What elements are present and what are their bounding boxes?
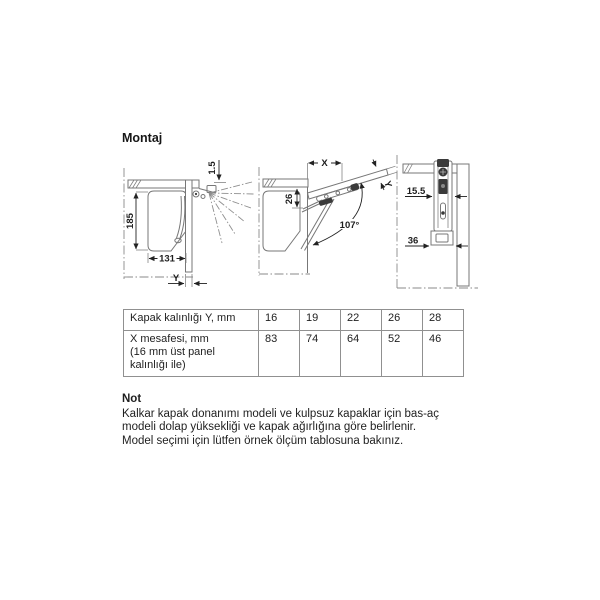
rail-top-cap: [437, 159, 449, 167]
table-cell-value: 74: [300, 331, 341, 377]
table-cell-value: 83: [259, 331, 300, 377]
note-section: [122, 393, 482, 448]
dim-label-angle: 107°: [339, 220, 360, 231]
table-cell-value: 28: [423, 310, 464, 331]
dim-label-height: 185: [125, 213, 136, 229]
dim-label-plate: 36: [407, 235, 419, 247]
note-line: Kalkar kapak donanımı modeli ve kulpsuz kapaklar için bas-aç: [122, 407, 440, 420]
table-cell-value: 16: [259, 310, 300, 331]
table-cell-value: 22: [341, 310, 382, 331]
diagram-side-view-open: [259, 158, 397, 276]
fitting-rail: [431, 159, 453, 245]
dim-label-rail: 15.5: [406, 186, 426, 197]
table-row: [124, 310, 464, 331]
note-line: modeli dolap yüksekliği ve kapak ağırlığına göre belirlenir.: [122, 421, 417, 433]
note-heading: Not: [122, 393, 142, 405]
row-label-line: Kapak kalınlığı Y, mm: [130, 312, 236, 324]
cabinet-side-panel: [457, 164, 469, 286]
table-cell-value: 26: [382, 310, 423, 331]
dim-label-door-y: Y: [381, 179, 394, 189]
row-label-line: (16 mm üst panel: [130, 346, 215, 358]
table-row: [124, 331, 464, 377]
row-label-line: kalınlığı ile): [130, 359, 186, 371]
row-label-line: X mesafesi, mm: [130, 333, 209, 345]
lift-arms-open: [301, 197, 334, 251]
diagram-side-view-closed: [124, 160, 254, 287]
dim-label-width: 131: [159, 253, 175, 265]
table-cell-value: 19: [300, 310, 341, 331]
mounting-diagrams: [115, 148, 495, 300]
dim-label-x: X: [321, 158, 328, 169]
table-cell-value: 46: [423, 331, 464, 377]
table-cell-value: 52: [382, 331, 423, 377]
dim-label-gap: 1.5: [207, 161, 218, 175]
door-swing-fan: [209, 182, 254, 243]
note-line: Model seçimi için lütfen örnek ölçüm tablosuna bakınız.: [122, 434, 404, 447]
flap-door-closed: [186, 180, 193, 272]
dim-label-door-y: Y: [172, 273, 180, 284]
table-cell-value: 64: [341, 331, 382, 377]
dim-label-offset: 26: [284, 193, 295, 205]
flap-door-open: [308, 169, 389, 199]
page-title: Montaj: [122, 131, 163, 145]
mounting-plate: [431, 231, 453, 245]
table-cell-label: [124, 331, 259, 377]
dimension-table: [123, 309, 464, 377]
table-cell-label: [124, 310, 259, 331]
diagram-front-view: [397, 155, 478, 290]
